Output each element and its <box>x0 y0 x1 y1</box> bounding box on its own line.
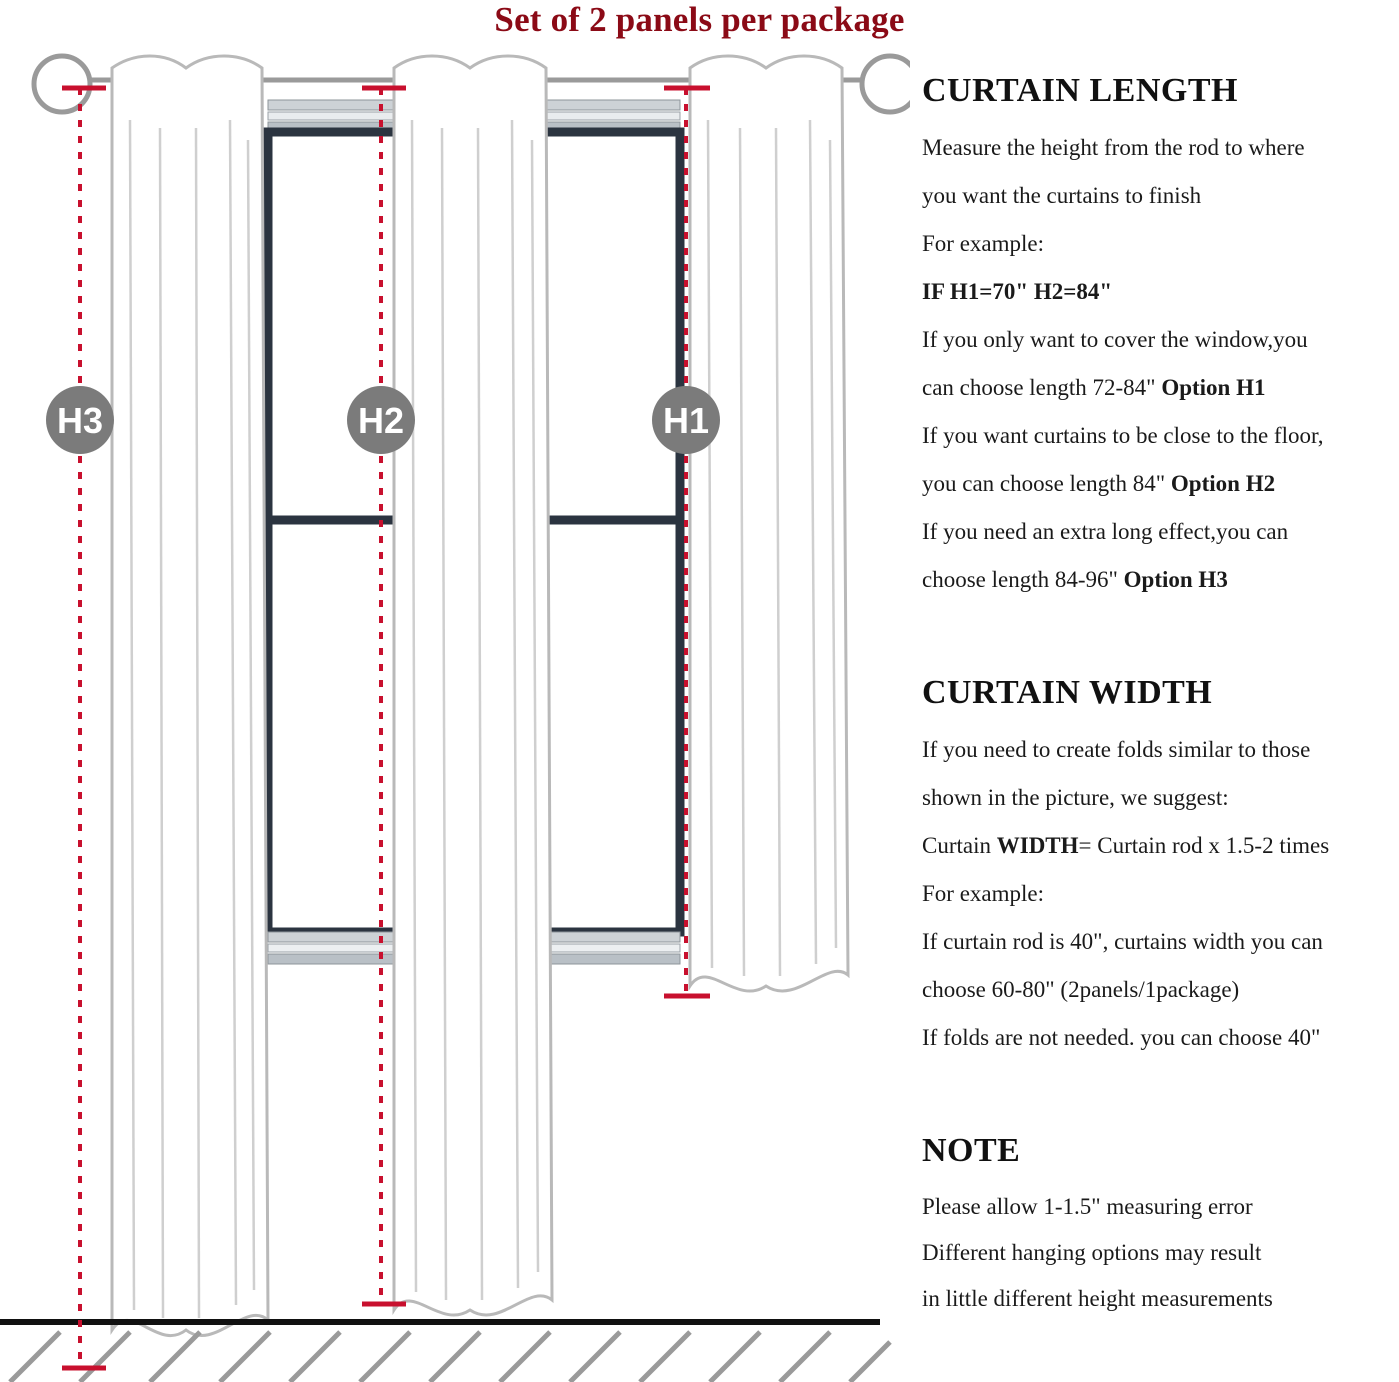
text-line: can choose length 72-84" Option H1 <box>922 375 1266 400</box>
section-curtain-length <box>922 72 1392 604</box>
text-line: Different hanging options may result <box>922 1240 1262 1265</box>
section-heading-curtain-length: CURTAIN LENGTH <box>922 72 1238 109</box>
section-note <box>922 1132 1392 1322</box>
label-h3: H3 <box>56 400 104 441</box>
text-line: IF H1=70" H2=84" <box>922 279 1113 304</box>
label-bubble-h2 <box>347 386 415 454</box>
text-line: For example: <box>922 881 1044 906</box>
text-line: If you only want to cover the window,you <box>922 327 1308 352</box>
text-line: Curtain WIDTH= Curtain rod x 1.5-2 times <box>922 833 1330 858</box>
label-h2: H2 <box>357 400 405 441</box>
page-title: Set of 2 panels per package <box>494 0 905 39</box>
text-line: choose length 84-96" Option H3 <box>922 567 1228 592</box>
section-body-curtain-width <box>922 726 1392 1062</box>
text-line: you can choose length 84" Option H2 <box>922 471 1276 496</box>
section-body-note <box>922 1184 1392 1322</box>
text-line: If you want curtains to be close to the floor, <box>922 423 1324 448</box>
section-heading-curtain-width: CURTAIN WIDTH <box>922 674 1213 711</box>
section-curtain-width <box>922 674 1392 1062</box>
curtain-panel-middle <box>394 56 552 1315</box>
text-line: If you need to create folds similar to those <box>922 737 1311 762</box>
label-h1: H1 <box>662 400 710 441</box>
text-line: If you need an extra long effect,you can <box>922 519 1289 544</box>
text-line: If curtain rod is 40", curtains width you can <box>922 929 1323 954</box>
text-line: in little different height measurements <box>922 1286 1273 1311</box>
text-line: choose 60-80" (2panels/1package) <box>922 977 1240 1002</box>
label-bubble-h3 <box>46 386 114 454</box>
section-body-curtain-length <box>922 124 1392 604</box>
text-line: For example: <box>922 231 1044 256</box>
text-line: Measure the height from the rod to where <box>922 135 1305 160</box>
text-line: you want the curtains to finish <box>922 183 1202 208</box>
curtain-panel-right <box>690 56 848 991</box>
instructions-column <box>922 72 1392 1322</box>
curtain-panel-left <box>112 56 268 1336</box>
floor <box>0 1322 890 1382</box>
text-line: If folds are not needed. you can choose 40" <box>922 1025 1321 1050</box>
text-line: shown in the picture, we suggest: <box>922 785 1229 810</box>
measure-line-h3 <box>62 88 106 1368</box>
text-line: Please allow 1-1.5" measuring error <box>922 1194 1253 1219</box>
label-bubble-h1 <box>652 386 720 454</box>
section-heading-note: NOTE <box>922 1132 1021 1169</box>
